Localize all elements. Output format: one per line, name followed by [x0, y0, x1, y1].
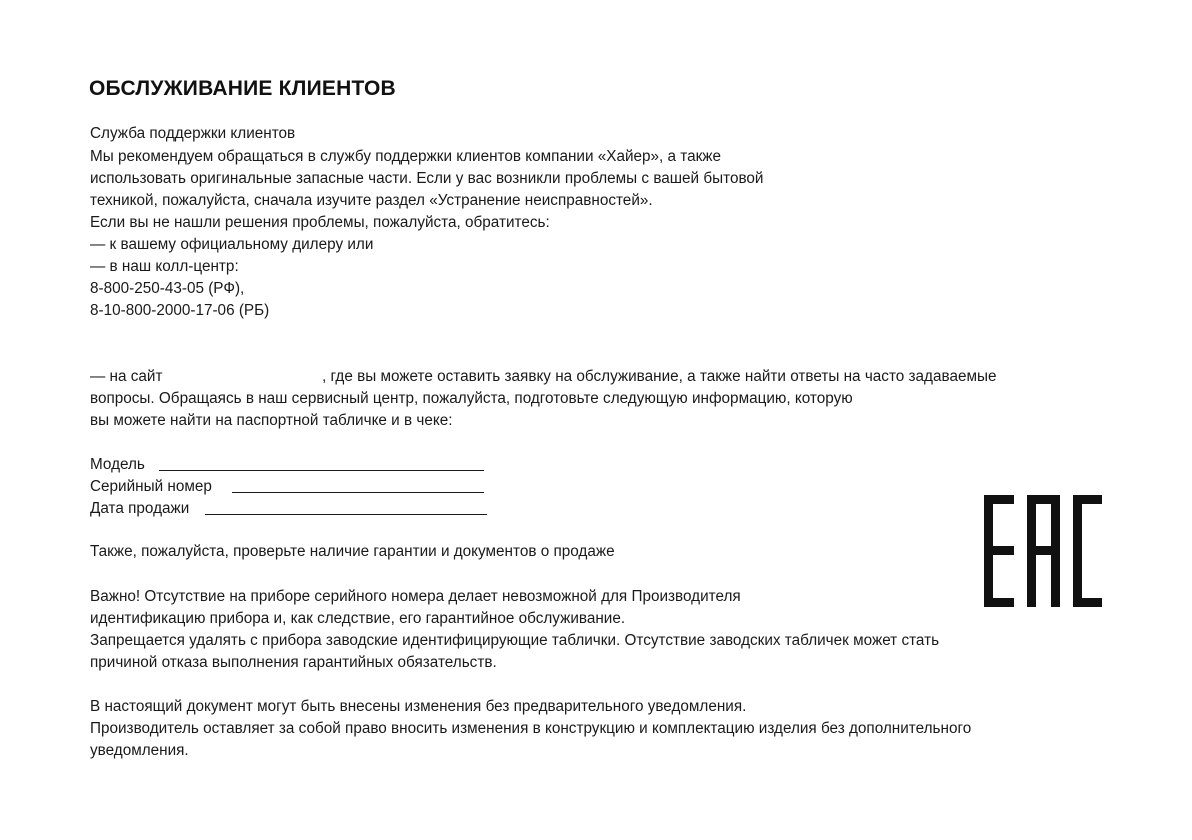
eac-letter-a: [1027, 495, 1060, 607]
disclaimer-text-line: Производитель оставляет за собой право вносить изменения в конструкцию и комплектацию изделия без дополнительного: [90, 720, 972, 737]
website-suffix: , где вы можете оставить заявку на обслуживание, а также найти ответы на часто задаваемые: [322, 368, 997, 385]
disclaimer-text-line: В настоящий документ могут быть внесены изменения без предварительного уведомления.: [90, 698, 747, 715]
eac-letter-c: [1073, 495, 1102, 607]
sale-date-label: Дата продажи: [90, 500, 190, 517]
disclaimer-text-line: уведомления.: [90, 742, 189, 759]
eac-mark-icon: [984, 495, 1104, 607]
phone-by: 8-10-800-2000-17-06 (РБ): [90, 302, 270, 319]
call-center-option: — в наш колл-центр:: [90, 258, 239, 275]
phone-ru: 8-800-250-43-05 (РФ),: [90, 280, 245, 297]
dealer-option: — к вашему официальному дилеру или: [90, 236, 374, 253]
website-text-line: вы можете найти на паспортной табличке и в чеке:: [90, 412, 453, 429]
support-text-line: использовать оригинальные запасные части. Если у вас возникли проблемы с вашей бытовой: [90, 170, 764, 187]
sale-date-blank-line: [205, 514, 487, 515]
model-blank-line: [159, 470, 484, 471]
support-heading: Служба поддержки клиентов: [90, 125, 296, 142]
support-text-line: техникой, пожалуйста, сначала изучите раздел «Устранение неисправностей».: [90, 192, 653, 209]
warranty-note: Также, пожалуйста, проверьте наличие гарантии и документов о продаже: [90, 543, 615, 560]
important-text-line: Запрещается удалять с прибора заводские идентифицирующие таблички. Отсутствие заводских табличек может стать: [90, 632, 940, 649]
model-label: Модель: [90, 456, 145, 473]
support-text-line: Если вы не нашли решения проблемы, пожалуйста, обратитесь:: [90, 214, 550, 231]
support-text-line: Мы рекомендуем обращаться в службу поддержки клиентов компании «Хайер», а также: [90, 148, 722, 165]
website-prefix: — на сайт: [90, 368, 163, 385]
page-title: ОБСЛУЖИВАНИЕ КЛИЕНТОВ: [89, 77, 396, 100]
eac-letter-e: [984, 495, 1014, 607]
website-text-line: вопросы. Обращаясь в наш сервисный центр, пожалуйста, подготовьте следующую информацию, которую: [90, 390, 853, 407]
important-text-line: причиной отказа выполнения гарантийных обязательств.: [90, 654, 497, 671]
serial-number-label: Серийный номер: [90, 478, 212, 495]
important-text-line: Важно! Отсутствие на приборе серийного номера делает невозможной для Производителя: [90, 588, 741, 605]
important-text-line: идентификацию прибора и, как следствие, его гарантийное обслуживание.: [90, 610, 626, 627]
serial-number-blank-line: [232, 492, 484, 493]
